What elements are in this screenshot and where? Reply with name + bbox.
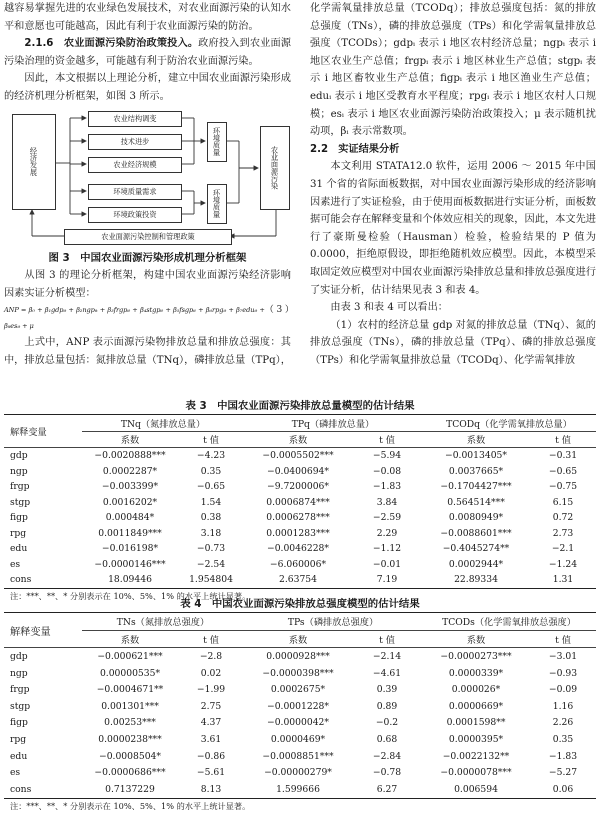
table-row — [4, 541, 596, 557]
coef-cell: 0.0000339* — [448, 667, 504, 679]
row-label: gdp — [10, 650, 28, 662]
group-header: TNq（氮排放总量） — [82, 415, 244, 432]
coef-cell: 0.564514*** — [447, 496, 505, 508]
coef-cell: 0.0016202* — [102, 496, 158, 508]
tstat-cell: −0.75 — [548, 481, 578, 493]
coef-cell: 0.0000469* — [270, 733, 326, 745]
group-header: TPq（磷排放总量） — [244, 415, 422, 432]
framework-figure — [4, 108, 291, 248]
tstat-cell: 6.15 — [552, 496, 574, 508]
coef-cell: 1.599666 — [276, 783, 320, 795]
coef-cell: 0.00253*** — [104, 717, 156, 729]
row-label: stgp — [10, 496, 31, 508]
tstat-cell: 0.39 — [376, 684, 398, 696]
table-row — [4, 479, 596, 495]
coef-cell: 0.0002675* — [270, 684, 326, 696]
tstat-cell: 3.84 — [376, 496, 398, 508]
coef-cell: −0.0400694* — [267, 465, 329, 477]
table-row — [4, 698, 596, 715]
coef-cell: −0.0000273*** — [440, 650, 512, 662]
coef-cell: −0.0000078*** — [440, 767, 512, 779]
table-row — [4, 781, 596, 798]
coef-cell: 0.0000238*** — [98, 733, 162, 745]
tstat-cell: 0.06 — [552, 783, 574, 795]
tstat-cell: 7.19 — [376, 574, 398, 586]
tstat-cell: 2.73 — [552, 527, 574, 539]
tstat-cell: −5.61 — [196, 767, 226, 779]
tstat-cell: 0.38 — [200, 512, 222, 524]
row-label: cons — [10, 574, 32, 586]
tstat-cell: −0.2 — [375, 717, 399, 729]
table-row — [4, 665, 596, 682]
coef-cell: −0.0008851*** — [262, 750, 334, 762]
estimation-table — [4, 612, 596, 799]
var-header: 解释变量 — [10, 626, 51, 638]
economic-development-box: 经济发展 — [12, 114, 56, 210]
estimation-table — [4, 414, 596, 589]
coef-cell: 0.0002944* — [448, 558, 504, 570]
var-header: 解释变量 — [10, 427, 47, 438]
tstat-cell: 1.16 — [552, 700, 574, 712]
coef-cell: 0.0001283*** — [266, 527, 330, 539]
table-title: 表 4 中国农业面源污染排放总强度模型的估计结果 — [180, 598, 420, 610]
sub-header: t 值 — [555, 634, 571, 646]
paragraph — [4, 35, 291, 70]
table-row — [4, 464, 596, 480]
table-row — [4, 510, 596, 526]
coef-cell: −0.0000042* — [267, 717, 329, 729]
coef-cell: 0.0011849*** — [98, 527, 162, 539]
coef-cell: 0.0006278*** — [266, 512, 330, 524]
figure-caption: 图 3 中国农业面源污染形成机理分析框架 — [48, 251, 247, 264]
tstat-cell: −0.65 — [196, 481, 226, 493]
tstat-cell: 8.13 — [200, 783, 222, 795]
table-body — [4, 648, 596, 798]
table-row — [4, 748, 596, 765]
group-header: TCODq（化学需氧排放总量） — [422, 415, 596, 432]
coef-cell: 0.0080949* — [448, 512, 504, 524]
tstat-cell: −3.01 — [548, 650, 578, 662]
tstat-cell: −2.14 — [372, 650, 402, 662]
tstat-cell: 2.29 — [376, 527, 398, 539]
tstat-cell: −0.78 — [372, 767, 402, 779]
tstat-cell: −0.09 — [548, 684, 578, 696]
row-label: gdp — [10, 450, 28, 462]
tstat-cell: −0.31 — [548, 450, 578, 462]
coef-cell: −0.0088601*** — [440, 527, 512, 539]
tstat-cell: −4.61 — [372, 667, 402, 679]
row-label: edu — [10, 543, 28, 555]
row-label: es — [10, 767, 21, 779]
tstat-cell: −2.1 — [551, 543, 575, 555]
table-row — [4, 681, 596, 698]
row-label: es — [10, 558, 21, 570]
sub-header: 系数 — [466, 435, 486, 447]
tstat-cell: 6.27 — [376, 783, 398, 795]
table-row — [4, 715, 596, 732]
group-header: TNs（氮排放总强度） — [82, 613, 244, 631]
tstat-cell: 1.31 — [552, 574, 574, 586]
tstat-cell: 1.954804 — [189, 574, 233, 586]
table-row — [4, 764, 596, 781]
coef-cell: −0.003399* — [101, 481, 159, 493]
tstat-cell: −0.01 — [372, 558, 402, 570]
coef-cell: 0.0037665* — [448, 465, 504, 477]
table-row — [4, 731, 596, 748]
row-label: frgp — [10, 481, 30, 493]
coef-cell: −0.016198* — [101, 543, 159, 555]
coef-cell: 0.0000928*** — [266, 650, 330, 662]
sub-header: t 值 — [379, 435, 395, 447]
coef-cell: −0.4045274** — [442, 543, 510, 555]
paragraph: 上式中，ANP 表示面源污染物排放总量和排放总强度：其中，排放总量包括：氮排放总量（TNq），磷排放总量（TPq）， — [4, 337, 291, 366]
section-heading: 2.1.6 农业面源污染防治政策投入。 — [24, 38, 199, 50]
row-label: rpg — [10, 527, 27, 539]
tstat-cell: −5.94 — [372, 450, 402, 462]
tstat-cell: −1.83 — [372, 481, 402, 493]
coef-cell: −0.0000686*** — [94, 767, 166, 779]
table-row — [4, 526, 596, 542]
tstat-cell: −2.8 — [199, 650, 223, 662]
environment-quality-box: 环境质量 — [207, 184, 227, 224]
row-label: stgp — [10, 700, 31, 712]
row-label: rpg — [10, 733, 27, 745]
tstat-cell: 4.37 — [200, 717, 222, 729]
sub-header: t 值 — [203, 634, 219, 646]
coef-cell: 18.09446 — [108, 574, 152, 586]
paragraph: 因此，本文根据以上理论分析，建立中国农业面源污染形成的经济机理分析框架，如图 3 所示。 — [4, 73, 291, 102]
left-column — [4, 0, 294, 370]
paragraph: 化学需氧量排放总量（TCODq）；排放总强度包括：氮的排放总强度（TNs），磷的排放总强度（TPs）和化学需氧量排放总强度（TCODs）；gdpᵢ 表示 i 地区农村经济总量；ngpᵢ 表示 i 地区农业生产总值；frgpᵢ 表示 i 地区林业生产总值；stgpᵢ 表示 i 地区畜牧业生产总值；figpᵢ 表示 i 地区渔业生产总值；eduᵢ 表示 i 地区受教育水平程度；rpgᵢ 表示 i 地区农村人口规模；esᵢ 表示 i 地区农业面源污染防治政策投入；μ 表示随机扰动项，βᵢ 表示常数项。 — [310, 3, 596, 138]
coef-cell: −0.0020888*** — [94, 450, 166, 462]
coef-cell: 0.000484* — [105, 512, 155, 524]
tstat-cell: −5.27 — [548, 767, 578, 779]
coef-cell: 0.0000395* — [448, 733, 504, 745]
sub-header: 系数 — [288, 634, 308, 646]
framework-box: 环境政策投资 — [88, 207, 182, 223]
row-label: cons — [10, 783, 32, 795]
coef-cell: −6.060006* — [269, 558, 327, 570]
sub-header: t 值 — [203, 435, 219, 447]
sub-header: 系数 — [466, 634, 486, 646]
tstat-cell: 0.35 — [552, 733, 574, 745]
tstat-cell: −1.99 — [196, 684, 226, 696]
row-label: figp — [10, 512, 28, 524]
equation-body: ANP = β₀ + β₁gdpᵢₜ + β₂ngpᵢₜ + β₃frgpᵢₜ + β₄stgpᵢₜ + β₅fsgpᵢₜ + β₆rpgᵢₜ + β₇eduᵢₜ + β₈esᵢₜ + μ — [4, 306, 265, 331]
coef-cell: 0.7137229 — [105, 783, 155, 795]
coef-cell: −0.0001228* — [267, 700, 329, 712]
paragraph: （1）农村的经济总量 gdp 对氮的排放总量（TNq）、氮的排放总强度（TNs），磷的排放总量（TPq）、磷的排放总强度（TPs）和化学需氧量排放总量（TCODq）、化学需氧排放 — [310, 319, 596, 366]
coef-cell: −0.0046228* — [267, 543, 329, 555]
coef-cell: −0.00000279* — [264, 767, 332, 779]
framework-box: 技术进步 — [88, 134, 182, 150]
tstat-cell: −2.84 — [372, 750, 402, 762]
tstat-cell: 0.68 — [376, 733, 398, 745]
coef-cell: −0.1704427*** — [440, 481, 512, 493]
framework-box: 农业结构调变 — [88, 111, 182, 127]
paragraph-text: 政府投入到农业面源污染治理的资金越多，可能越有利于防治农业面源污染。 — [4, 38, 291, 67]
tstat-cell: −1.24 — [548, 558, 578, 570]
coef-cell: −0.0013405* — [445, 450, 507, 462]
table-note: 注：***、**、* 分别表示在 10%、5%、1% 的水平上统计显著。 — [10, 800, 251, 811]
table-row — [4, 448, 596, 464]
coef-cell: −0.0008504* — [99, 750, 161, 762]
tstat-cell: −0.65 — [548, 465, 578, 477]
equation-number: （ 3 ） — [264, 305, 294, 316]
tstat-cell: 0.89 — [376, 700, 398, 712]
coef-cell: 0.0000669* — [448, 700, 504, 712]
row-label: figp — [10, 717, 28, 729]
table-row — [4, 495, 596, 511]
coef-cell: 0.001301*** — [101, 700, 159, 712]
tstat-cell: −1.12 — [372, 543, 402, 555]
paragraph: 从图 3 的理论分析框架，构建中国农业面源污染经济影响因素实证分析模型： — [4, 270, 291, 299]
coef-cell: −0.0005502*** — [262, 450, 334, 462]
sub-header: 系数 — [120, 435, 140, 447]
framework-box: 农业经济规模 — [88, 157, 182, 173]
tstat-cell: −0.86 — [196, 750, 226, 762]
tstat-cell: 3.18 — [200, 527, 222, 539]
tstat-cell: 0.02 — [200, 667, 222, 679]
tstat-cell: −2.54 — [196, 558, 226, 570]
agricultural-pollution-box: 农业面源污染 — [260, 126, 290, 210]
table-3 — [4, 398, 596, 603]
table-row — [4, 648, 596, 665]
tstat-cell: 0.35 — [200, 465, 222, 477]
policy-box: 农业面源污染控制和管理政策 — [64, 229, 232, 245]
tstat-cell: −4.23 — [196, 450, 226, 462]
tstat-cell: −0.93 — [548, 667, 578, 679]
coef-cell: −0.000621*** — [97, 650, 163, 662]
table-title: 表 3 中国农业面源污染排放总量模型的估计结果 — [185, 400, 415, 412]
coef-cell: 0.00000535* — [99, 667, 161, 679]
tstat-cell: −1.83 — [548, 750, 578, 762]
tstat-cell: 0.72 — [552, 512, 574, 524]
table-note: 注：***、**、* 分别表示在 10%、5%、1% 的水平上统计显著。 — [10, 590, 251, 601]
equation — [4, 302, 294, 334]
sub-header: t 值 — [555, 435, 571, 447]
coef-cell: 0.0006874*** — [266, 496, 330, 508]
coef-cell: 2.63754 — [279, 574, 317, 586]
coef-cell: −9.7200006* — [267, 481, 329, 493]
tstat-cell: 2.75 — [200, 700, 222, 712]
row-label: ngp — [10, 667, 28, 679]
row-label: frgp — [10, 684, 30, 696]
table-body — [4, 448, 596, 589]
coef-cell: 0.006594 — [454, 783, 498, 795]
framework-box: 环境质量需求 — [88, 184, 182, 200]
coef-cell: 0.0001598** — [446, 717, 506, 729]
paragraph: 本文利用 STATA12.0 软件，运用 2006 ～ 2015 年中国 31 个省的省际面板数据，对中国农业面源污染形成的经济影响因素进行了实证检验，由于使用面板数据进行实证分析，面板数据可能会存在解释变量和个体效应相关的现象，因此，本文先进行了豪斯曼检验（Hausman）检验，检验结果的 P 值为 0.0000，拒绝原假设，即拒绝随机效应模型。因此，本模型采取固定效应模型对中国农业面源污染排放总量和排放总强度进行了实证分析，估计结果见表 3 和表 4。 — [310, 161, 596, 296]
row-label: edu — [10, 750, 28, 762]
coef-cell: 0.000026* — [451, 684, 501, 696]
table-row — [4, 557, 596, 573]
sub-header: 系数 — [288, 435, 308, 447]
sub-header: 系数 — [120, 634, 140, 646]
tstat-cell: −0.08 — [372, 465, 402, 477]
tstat-cell: −2.59 — [372, 512, 402, 524]
coef-cell: −0.0004671** — [96, 684, 164, 696]
environment-quality-box: 环境质量 — [207, 122, 227, 162]
table-row — [4, 572, 596, 588]
sub-header: t 值 — [379, 634, 395, 646]
row-label: ngp — [10, 465, 28, 477]
tstat-cell: 1.54 — [200, 496, 222, 508]
tstat-cell: −0.73 — [196, 543, 226, 555]
coef-cell: 22.89334 — [454, 574, 498, 586]
section-heading: 2.2 实证结果分析 — [310, 143, 400, 155]
coef-cell: −0.0022132** — [442, 750, 510, 762]
table-4 — [4, 596, 596, 813]
group-header: TCODs（化学需氧排放总强度） — [422, 613, 596, 631]
group-header: TPs（磷排放总强度） — [244, 613, 422, 631]
paragraph: 由表 3 和表 4 可以看出： — [330, 302, 448, 314]
paragraph: 越容易掌握先进的农业绿色发展技术，对农业面源污染的认知水平和意愿也可能越高，因此有利于农业面源污染的防治。 — [4, 3, 291, 32]
right-column — [310, 0, 596, 369]
tstat-cell: 2.26 — [552, 717, 574, 729]
coef-cell: −0.0000398*** — [262, 667, 334, 679]
coef-cell: 0.0002287* — [102, 465, 158, 477]
tstat-cell: 3.61 — [200, 733, 222, 745]
coef-cell: −0.0000146*** — [94, 558, 166, 570]
